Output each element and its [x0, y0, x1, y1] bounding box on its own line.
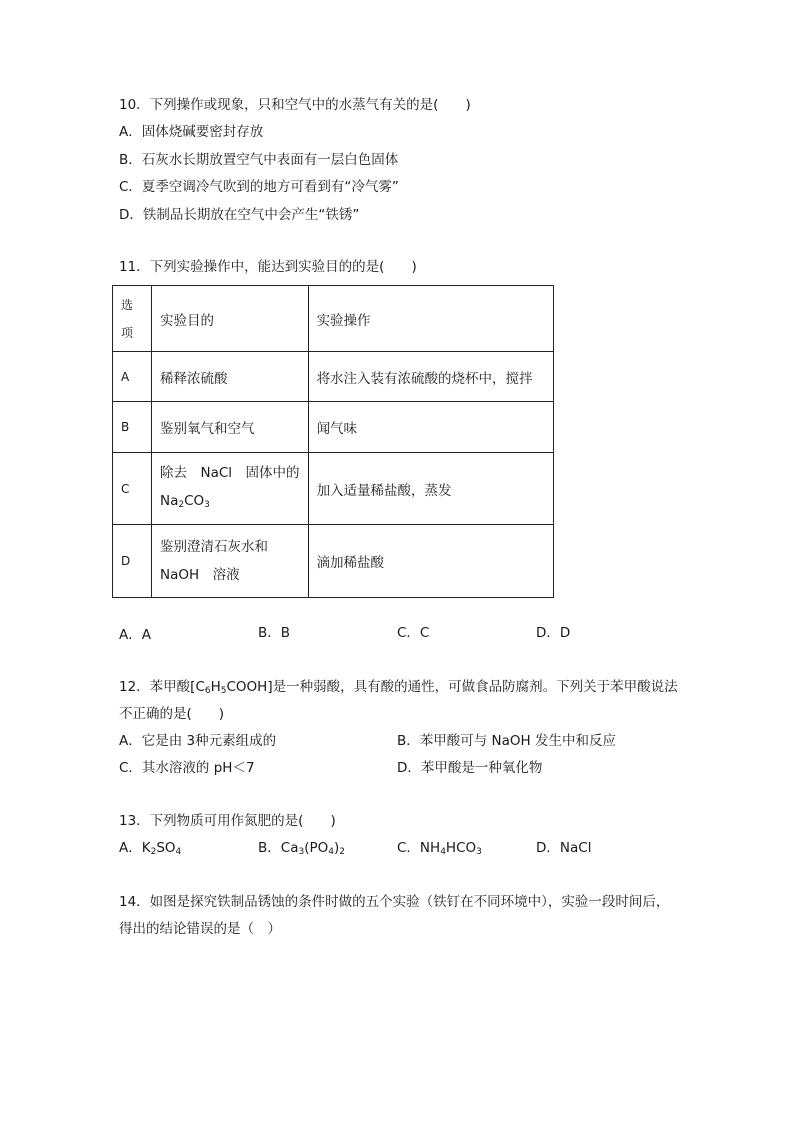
q14-stem-line1: 14．如图是探究铁制品锈蚀的条件时做的五个实验（铁钉在不同环境中），实验一段时间后， [119, 894, 670, 910]
formula-subscript: 2 [339, 847, 345, 857]
formula-part: B．Ca [258, 840, 299, 856]
row-operation: 滴加稀盐酸 [308, 525, 553, 598]
row-option: A [113, 352, 152, 402]
row-purpose: 鉴别氧气和空气 [152, 402, 309, 453]
row-option: B [113, 402, 152, 453]
purpose-line2: NaOH 溶液 [160, 567, 240, 583]
formula-subscript: 2 [178, 499, 185, 510]
q11-answer-a: A．A [119, 627, 151, 643]
formula-part: CO [184, 492, 205, 509]
formula-subscript: 4 [440, 847, 446, 857]
q13-option-b [258, 838, 345, 862]
q12-option-c: C．其水溶液的 pH＜7 [119, 760, 255, 776]
formula-subscript: 6 [204, 686, 211, 696]
q10-stem: 10．下列操作或现象，只和空气中的水蒸气有关的是( ) [119, 97, 471, 113]
q10-option-d: D．铁制品长期放在空气中会产生“铁锈” [119, 207, 360, 223]
header-option-line2: 项 [121, 325, 134, 340]
header-option-line1: 选 [121, 297, 134, 312]
q10-option-c: C．夏季空调冷气吹到的地方可看到有“冷气雾” [119, 179, 399, 195]
q10-option-a: A．固体烧碱要密封存放 [119, 124, 264, 140]
formula-subscript: 3 [204, 499, 210, 510]
row-operation: 闻气味 [308, 402, 553, 453]
q11-answer-b: B．B [258, 625, 291, 641]
header-purpose: 实验目的 [152, 286, 309, 352]
formula-part: HCO [445, 840, 477, 856]
formula-part: C．NH [397, 840, 441, 856]
q11-stem: 11．下列实验操作中，能达到实验目的的是( ) [119, 259, 417, 275]
formula-subscript: 4 [175, 847, 182, 857]
formula-part: Na [160, 492, 179, 509]
q11-answer-c: C．C [397, 625, 430, 641]
q13-option-d: D．NaCl [536, 840, 592, 856]
q13-stem: 13．下列物质可用作氮肥的是( ) [119, 813, 336, 829]
header-option [113, 286, 152, 352]
row-purpose: 稀释浓硫酸 [152, 352, 309, 402]
stem-part: H [210, 679, 221, 695]
formula-part: (PO [304, 840, 329, 856]
q13-option-c [397, 838, 482, 862]
formula-part: SO [156, 840, 176, 856]
stem-part: 12．苯甲酸[C [119, 679, 205, 695]
table-row [113, 352, 554, 402]
formula-part: ) [333, 840, 340, 856]
purpose-line1: 鉴别澄清石灰水和 [160, 539, 268, 555]
q11-experiment-table [112, 285, 554, 598]
header-operation: 实验操作 [308, 286, 553, 352]
row-operation: 将水注入装有浓硫酸的烧杯中，搅拌 [308, 352, 553, 402]
q14-stem-line2: 得出的结论错误的是（ ） [119, 921, 281, 937]
q11-answer-d: D．D [536, 625, 571, 641]
formula-part: A．K [119, 840, 151, 856]
row-operation: 加入适量稀盐酸，蒸发 [308, 453, 553, 525]
q12-option-a: A．它是由 3种元素组成的 [119, 733, 277, 749]
table-row [113, 453, 554, 525]
q12-stem-line2: 不正确的是( ) [119, 706, 225, 722]
purpose-line2 [160, 487, 300, 519]
table-row [113, 525, 554, 598]
purpose-line1: 除去 NaCl 固体中的 [160, 464, 300, 481]
formula-subscript: 2 [150, 847, 157, 857]
formula-subscript: 3 [298, 847, 305, 857]
q12-option-b: B．苯甲酸可与 NaOH 发生中和反应 [397, 733, 616, 749]
row-purpose [152, 525, 309, 598]
row-purpose [152, 453, 309, 525]
formula-subscript: 3 [476, 847, 482, 857]
q10-option-b: B．石灰水长期放置空气中表面有一层白色固体 [119, 152, 399, 168]
row-option: D [113, 525, 152, 598]
q12-stem-line1 [119, 677, 678, 701]
table-row [113, 402, 554, 453]
formula-subscript: 4 [328, 847, 334, 857]
formula-subscript: 5 [220, 686, 227, 696]
q12-option-d: D．苯甲酸是一种氧化物 [397, 760, 543, 776]
table-header-row [113, 286, 554, 352]
row-option: C [113, 453, 152, 525]
stem-part: COOH]是一种弱酸，具有酸的通性，可做食品防腐剂。下列关于苯甲酸说法 [226, 679, 678, 695]
q13-option-a [119, 838, 181, 862]
